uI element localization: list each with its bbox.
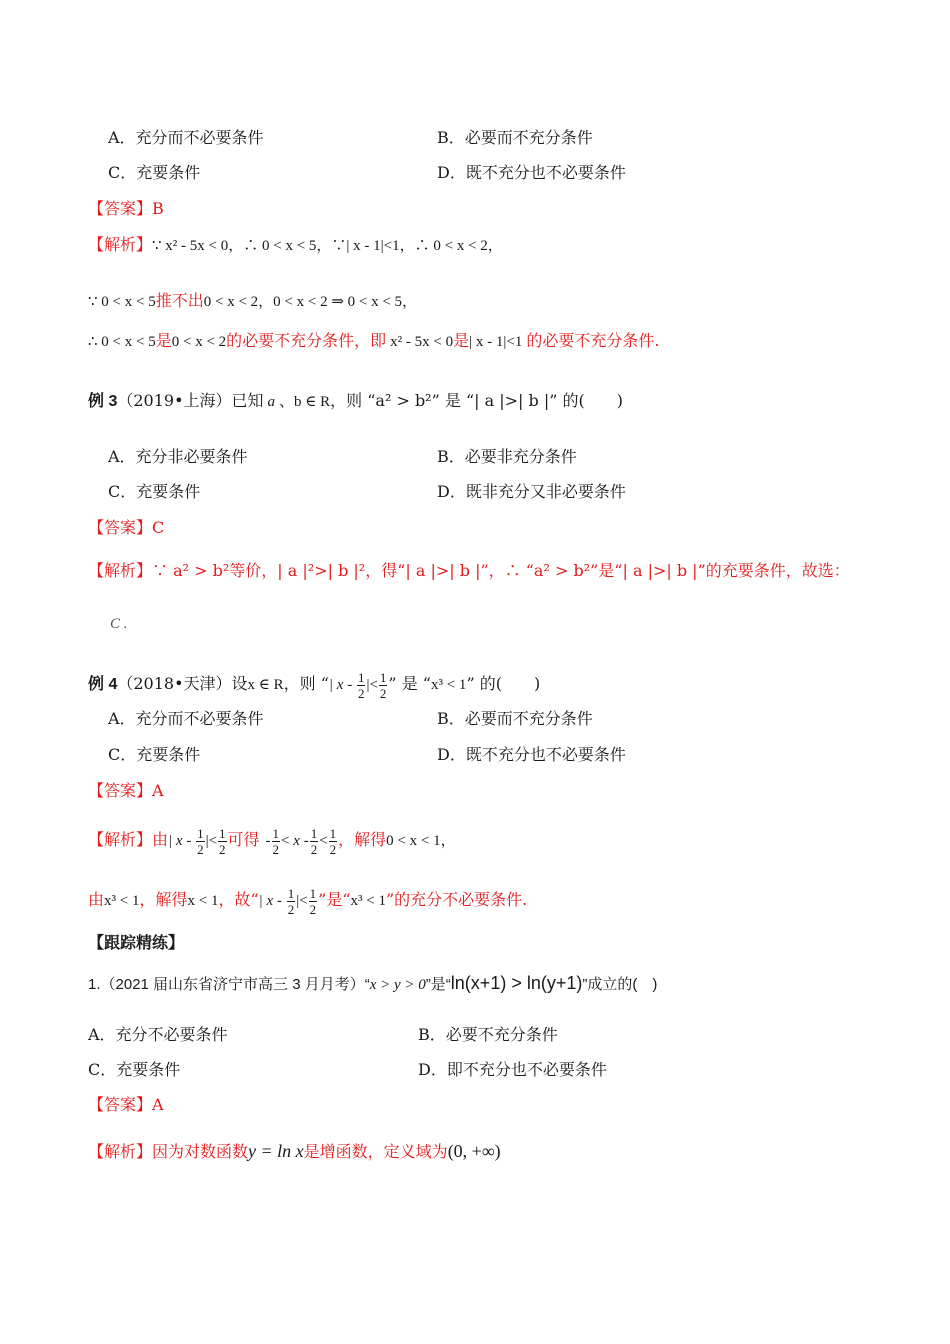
math-expression: x < 1 <box>187 893 219 909</box>
math-expression: (0, +∞) <box>447 1141 501 1161</box>
math-expression: ∴ 0 < x < 5 <box>88 334 156 350</box>
ex4-title <box>88 664 540 704</box>
question-text: ，则 “ <box>283 674 329 693</box>
abs-inequality: | x - $\frac{1}{2}$ |< $\frac{1}{2}$ <box>168 826 226 858</box>
ex3-option-a: A．充分非必要条件 <box>108 447 248 466</box>
ex4-option-b: B．必要而不充分条件 <box>437 709 593 728</box>
text: 是增函数，定义域为 <box>303 1142 448 1161</box>
math-expression: 、b ∈ R <box>279 394 331 410</box>
math-expression: ln(x+1) > ln(y+1) <box>450 973 583 993</box>
math-expression: | x - 1|<1 <box>469 334 523 350</box>
practice-option-b: B．必要不充分条件 <box>418 1025 558 1044</box>
example-source: （2019•上海）已知 <box>117 391 264 410</box>
ex4-option-c: C．充要条件 <box>108 745 201 764</box>
practice-analysis-line1 <box>88 1140 501 1163</box>
text: 的必要不充分条件，即 <box>226 331 387 350</box>
text: ”是“ <box>318 890 351 909</box>
practice-answer: 【答案】A <box>88 1095 164 1114</box>
ex2-analysis-line3 <box>88 330 659 353</box>
ex4-option-a: A．充分而不必要条件 <box>108 709 264 728</box>
math-variable: a <box>267 394 276 410</box>
practice-q1 <box>88 972 657 996</box>
ex2-answer: 【答案】B <box>88 199 164 218</box>
ex3-answer: 【答案】C <box>88 518 165 537</box>
ex2-option-d: D．既不充分也不必要条件 <box>437 163 626 182</box>
text: ，故“ <box>218 890 259 909</box>
text: 的必要不充分条件. <box>526 331 660 350</box>
ex4-analysis-line2 <box>88 880 527 920</box>
double-inequality: - $\frac{1}{2}$ < x - $\frac{1}{2}$ < $\frac{1}{2}$ <box>265 826 337 858</box>
text: 因为对数函数 <box>152 1142 249 1161</box>
ex2-option-b: B．必要而不充分条件 <box>437 128 593 147</box>
text: ，解得 <box>139 890 188 909</box>
question-text: ” 是 “ <box>388 674 431 693</box>
ex4-answer: 【答案】A <box>88 781 164 800</box>
ex3-analysis-line1 <box>88 560 850 582</box>
question-text: ”是“ <box>425 976 451 993</box>
math-expression: x > y > 0 <box>369 977 426 993</box>
math-expression: y = ln x <box>248 1141 304 1161</box>
text: 可得 <box>227 830 260 849</box>
analysis-label: 【解析】 <box>88 830 153 849</box>
analysis-label: 【解析】 <box>88 1142 153 1161</box>
example-number: 例 4 <box>88 676 118 693</box>
math-expression: 0 < x < 2，0 < x < 2 ⇒ 0 < x < 5， <box>203 294 418 310</box>
abs-inequality: | x - $\frac{1}{2}$ |< $\frac{1}{2}$ <box>258 886 317 918</box>
text: 是 <box>155 331 172 350</box>
ex3-option-b: B．必要非充分条件 <box>437 447 577 466</box>
math-expression: 0 < x < 1， <box>386 833 456 849</box>
question-text: ” 的( ) <box>466 674 541 693</box>
analysis-label: 【解析】 <box>88 561 153 580</box>
abs-inequality: | x - $\frac{1}{2}$ |< $\frac{1}{2}$ <box>328 670 387 702</box>
ex2-analysis-line1 <box>88 234 503 257</box>
ex2-option-a: A．充分而不必要条件 <box>108 128 264 147</box>
math-expression: x³ < 1 <box>430 677 467 693</box>
ex4-option-d: D．既不充分也不必要条件 <box>437 745 626 764</box>
math-expression: ∵ 0 < x < 5 <box>88 294 156 310</box>
question-text: 1.（2021 届山东省济宁市高三 3 月月考）“ <box>88 976 370 993</box>
math-expression: x² - 5x < 0 <box>390 334 454 350</box>
math-expression: x³ < 1 <box>104 893 140 909</box>
ex3-option-c: C．充要条件 <box>108 482 201 501</box>
question-text: ，则 “a² > b²” 是 “| a |>| b |” 的( ) <box>330 391 623 410</box>
text: 由 <box>88 890 105 909</box>
math-expression: ∵ x² - 5x < 0，∴ 0 < x < 5，∵| x - 1|<1，∴ 0 < x < 2， <box>152 238 503 254</box>
practice-heading: 【跟踪精练】 <box>88 933 185 952</box>
ex4-analysis-line1 <box>88 820 456 860</box>
text: ，解得 <box>338 830 387 849</box>
text: 由 <box>152 830 169 849</box>
math-expression: 0 < x < 2 <box>171 334 227 350</box>
question-text: ”成立的( ) <box>582 976 658 993</box>
math-expression: x³ < 1 <box>350 893 386 909</box>
practice-option-c: C．充要条件 <box>88 1060 181 1079</box>
practice-option-a: A．充分不必要条件 <box>88 1025 228 1044</box>
ex2-analysis-line2 <box>88 290 417 313</box>
text: ”的充分不必要条件. <box>386 890 528 909</box>
example-source: （2018•天津）设 <box>117 674 248 693</box>
ex3-option-d: D．既非充分又非必要条件 <box>437 482 626 501</box>
math-expression: x ∈ R <box>247 677 284 693</box>
ex2-option-c: C．充要条件 <box>108 163 201 182</box>
math-expression: C . <box>110 616 128 632</box>
text: 推不出 <box>155 291 204 310</box>
ex3-analysis-line2 <box>110 612 128 635</box>
practice-option-d: D．即不充分也不必要条件 <box>418 1060 607 1079</box>
example-number: 例 3 <box>88 393 118 410</box>
ex3-title <box>88 390 623 413</box>
math-expression: ∵ a² > b²等价，| a |²>| b |²，得“| a |>| b |”，∴ “a² > b²”是“| a |>| b |”的充要条件，故选： <box>152 561 850 580</box>
analysis-label: 【解析】 <box>88 235 153 254</box>
text: 是 <box>453 331 470 350</box>
